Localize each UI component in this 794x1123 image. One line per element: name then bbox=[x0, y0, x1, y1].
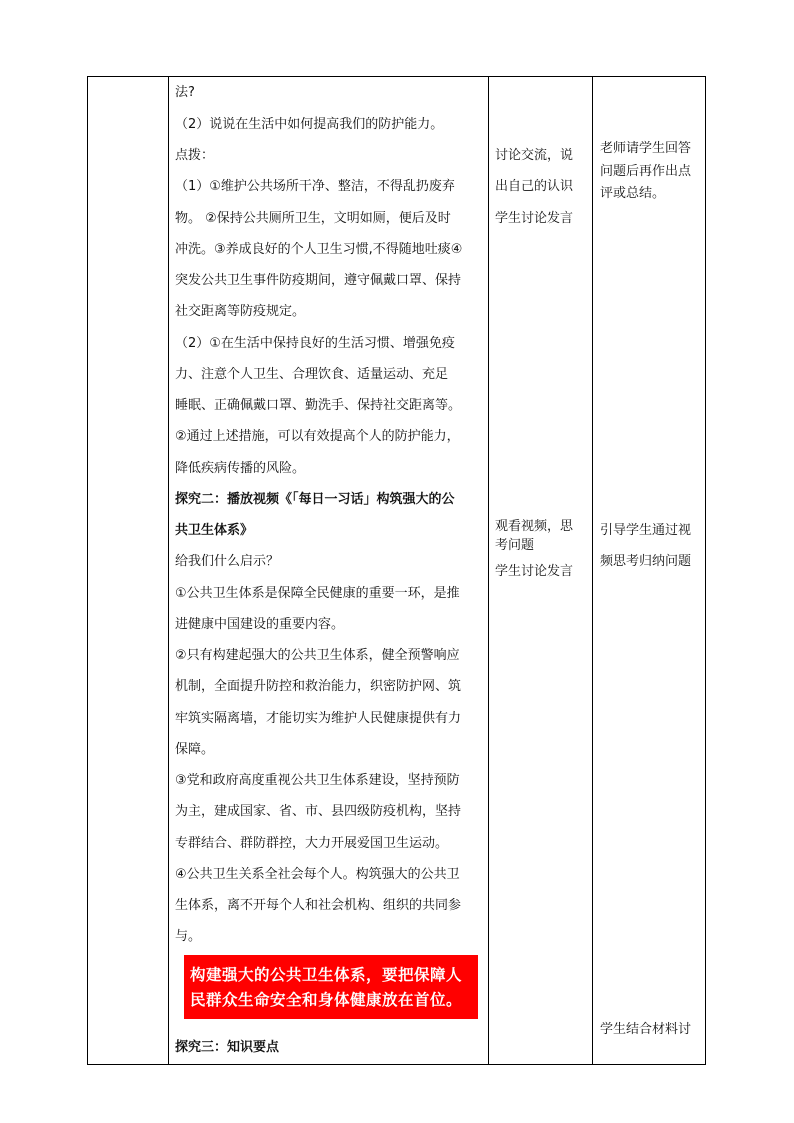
teacher-notes-column bbox=[594, 77, 704, 1064]
content-line: 给我们什么启示？ bbox=[175, 554, 280, 569]
content-line: ①公共卫生体系是保障全民健康的重要一环，是推 bbox=[175, 586, 460, 601]
content-line: （2）①在生活中保持良好的生活习惯、增强免疫 bbox=[175, 336, 455, 351]
content-line: 为主，建成国家、省、市、县四级防疫机构，坚持 bbox=[175, 804, 462, 819]
content-line: 力、注意个人卫生、合理饮食、适量运动、充足 bbox=[175, 367, 449, 382]
student-line: 学生讨论发言 bbox=[495, 211, 574, 226]
teacher-line: 评或总结。 bbox=[600, 186, 666, 201]
student-line: 观看视频，思 bbox=[495, 519, 574, 534]
content-line: 机制，全面提升防控和救治能力，织密防护网、筑 bbox=[175, 679, 462, 694]
teacher-line: 引导学生通过视 bbox=[600, 523, 692, 538]
highlight-banner bbox=[184, 955, 478, 1019]
student-activity-column bbox=[490, 77, 590, 1064]
student-line: 考问题 bbox=[495, 538, 535, 553]
content-line: 保障。 bbox=[175, 742, 215, 757]
content-line: 社交距离等防疫规定。 bbox=[175, 304, 306, 319]
column-divider bbox=[168, 77, 169, 1064]
content-line: 生体系，离不开每个人和社会机构、组织的共同参 bbox=[175, 898, 462, 913]
banner-line: 构建强大的公共卫生体系，要把保障人 bbox=[190, 965, 463, 984]
lesson-table bbox=[87, 76, 706, 1065]
content-line: 降低疾病传播的风险。 bbox=[175, 461, 306, 476]
teacher-line: 老师请学生回答 bbox=[600, 141, 692, 156]
content-line: 睡眠、正确佩戴口罩、勤洗手、保持社交距离等。 bbox=[175, 398, 462, 413]
student-line: 讨论交流，说 bbox=[495, 148, 574, 163]
content-line: 突发公共卫生事件防疫期间，遵守佩戴口罩、保持 bbox=[175, 273, 462, 288]
content-line: ④公共卫生关系全社会每个人。构筑强大的公共卫 bbox=[175, 867, 460, 882]
content-line: ②通过上述措施，可以有效提高个人的防护能力， bbox=[175, 429, 460, 444]
section-heading: 探究三：知识要点 bbox=[175, 1040, 280, 1055]
content-line: （1）①维护公共场所干净、整洁，不得乱扔废弃 bbox=[175, 179, 455, 194]
content-line: （2）说说在生活中如何提高我们的防护能力。 bbox=[175, 117, 444, 132]
content-line: 冲洗。③养成良好的个人卫生习惯,不得随地吐痰④ bbox=[175, 242, 463, 257]
teacher-line: 问题后再作出点 bbox=[600, 164, 692, 179]
content-line: ③党和政府高度重视公共卫生体系建设，坚持预防 bbox=[175, 773, 460, 788]
teacher-line: 学生结合材料讨 bbox=[600, 1022, 692, 1037]
content-line: 专群结合、群防群控，大力开展爱国卫生运动。 bbox=[175, 836, 449, 851]
banner-line: 民群众生命安全和身体健康放在首位。 bbox=[190, 990, 463, 1009]
content-line: 牢筑实隔离墙，才能切实为维护人民健康提供有力 bbox=[175, 711, 462, 726]
student-line: 学生讨论发言 bbox=[495, 564, 574, 579]
content-line: 点拨： bbox=[175, 148, 215, 163]
column-divider bbox=[592, 77, 593, 1064]
section-heading: 探究二：播放视频《「每日一习话」构筑强大的公 bbox=[175, 492, 455, 507]
student-line: 出自己的认识 bbox=[495, 179, 574, 194]
content-line: 进健康中国建设的重要内容。 bbox=[175, 617, 345, 632]
teacher-line: 频思考归纳问题 bbox=[600, 554, 692, 569]
content-line: 法? bbox=[175, 85, 195, 100]
content-line: 与。 bbox=[175, 929, 202, 944]
content-line: 物。 ②保持公共厕所卫生，文明如厕，便后及时 bbox=[175, 211, 451, 226]
section-heading: 共卫生体系》 bbox=[175, 523, 254, 538]
content-line: ②只有构建起强大的公共卫生体系，健全预警响应 bbox=[175, 648, 460, 663]
